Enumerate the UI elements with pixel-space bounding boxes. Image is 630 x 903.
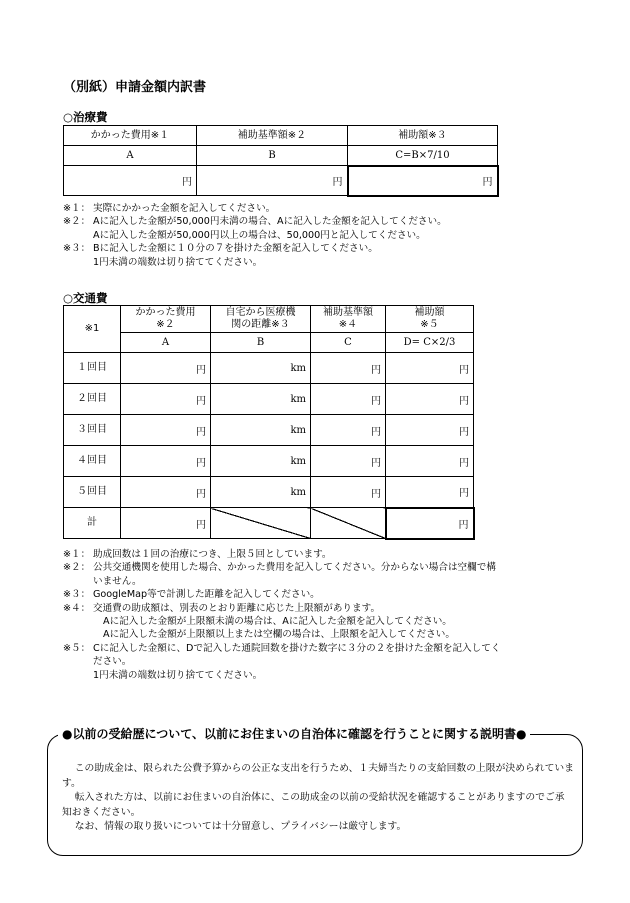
- transport-standard-field[interactable]: 円: [311, 477, 386, 508]
- transport-cost-field[interactable]: 円: [121, 477, 211, 508]
- transport-distance-field[interactable]: km: [211, 384, 311, 415]
- transport-note-2: ※２： 公共交通機関を使用した場合、かかった費用を記入してください。分からない場合は空欄で構 いません。: [63, 562, 496, 587]
- treatment-section-title: ○治療費: [63, 110, 108, 124]
- transport-note-4: ※４： 交通費の助成額は、別表のとおり距離に応じた上限額があります。 Aに記入した金額が上限額未満の場合は、Aに記入した金額を記入してください。 Aに記入した金額が上限額以上または空欄の場合は、上限額を記入してください。: [63, 602, 455, 641]
- transport-code-a: A: [121, 333, 211, 353]
- treatment-cost-field[interactable]: [64, 166, 197, 196]
- treatment-header-cost: かかった費用※１: [64, 126, 197, 146]
- transport-total-cost-field[interactable]: 円: [121, 508, 211, 539]
- treatment-note-3: ※３： Bに記入した金額に１０分の７を掛けた金額を記入してください。 1円未満の端数は切り捨ててください。: [63, 243, 378, 268]
- transport-subsidy-field[interactable]: 円: [386, 353, 474, 384]
- transport-header-subsidy: 補助額 ※５: [386, 306, 474, 333]
- explanation-title: ●以前の受給歴について、以前にお住まいの自治体に確認を行うことに関する説明書●: [58, 725, 530, 742]
- explanation-paragraph: 転入された方は、以前にお住まいの自治体に、この助成金の以前の受給状況を確認することがありますのでご承知おきください。: [62, 792, 565, 818]
- transport-subsidy-field[interactable]: 円: [386, 384, 474, 415]
- transport-header-standard: 補助基準額 ※４: [311, 306, 386, 333]
- treatment-table: [63, 125, 499, 197]
- treatment-header-subsidy: 補助額※３: [348, 126, 498, 146]
- transport-standard-field[interactable]: 円: [311, 353, 386, 384]
- transport-row-label: ３回目: [64, 415, 121, 446]
- transport-row-label: １回目: [64, 353, 121, 384]
- transport-header-distance: 自宅から医療機 関の距離※３: [211, 306, 311, 333]
- transport-notes: [63, 548, 500, 682]
- transport-row-label: ５回目: [64, 477, 121, 508]
- transport-standard-field[interactable]: 円: [311, 384, 386, 415]
- transport-cost-field[interactable]: 円: [121, 415, 211, 446]
- transport-total-label: 計: [64, 508, 121, 539]
- explanation-paragraph: なお、情報の取り扱いについては十分留意し、プライバシーは厳守します。: [74, 821, 407, 833]
- transport-row-label: ２回目: [64, 384, 121, 415]
- transport-header-cost: かかった費用 ※２: [121, 306, 211, 333]
- explanation-paragraph: この助成金は、限られた公費予算からの公正な支出を行うため、１夫婦当たりの支給回数の上限が決められています。: [62, 763, 574, 789]
- treatment-note-1: ※１： 実際にかかった金額を記入してください。: [63, 203, 276, 214]
- transport-standard-field[interactable]: 円: [311, 415, 386, 446]
- transport-total-subsidy-field[interactable]: 円: [386, 508, 474, 539]
- treatment-notes: [63, 202, 447, 269]
- treatment-note-2: ※２： Aに記入した金額が50,000円未満の場合、Aに記入した金額を記入してください。 Aに記入した金額が50,000円以上の場合は、50,000円と記入してください。: [63, 216, 447, 241]
- transport-subsidy-field[interactable]: 円: [386, 415, 474, 446]
- yen-unit: 円: [332, 177, 343, 188]
- yen-unit: 円: [482, 177, 493, 188]
- treatment-header-standard: 補助基準額※２: [197, 126, 348, 146]
- treatment-code-b: B: [197, 146, 348, 166]
- transport-cost-field[interactable]: 円: [121, 353, 211, 384]
- transport-code-c: C: [311, 333, 386, 353]
- transport-total-distance-crossed: [211, 508, 311, 539]
- transport-subsidy-field[interactable]: 円: [386, 477, 474, 508]
- transport-section-title: ○交通費: [63, 291, 108, 305]
- yen-unit: 円: [182, 177, 192, 188]
- transport-table: [63, 305, 475, 540]
- treatment-standard-field[interactable]: [197, 166, 348, 196]
- transport-distance-field[interactable]: km: [211, 415, 311, 446]
- transport-code-b: B: [211, 333, 311, 353]
- transport-distance-field[interactable]: km: [211, 446, 311, 477]
- treatment-subsidy-field[interactable]: [348, 166, 498, 196]
- transport-total-standard-crossed: [311, 508, 386, 539]
- treatment-code-c: C=B×7/10: [348, 146, 498, 166]
- transport-standard-field[interactable]: 円: [311, 446, 386, 477]
- treatment-code-a: A: [64, 146, 197, 166]
- page-title: （別紙）申請金額内訳書: [63, 80, 207, 95]
- transport-note-3: ※３： GoogleMap等で計測した距離を記入してください。: [63, 589, 320, 601]
- transport-distance-field[interactable]: km: [211, 353, 311, 384]
- transport-cost-field[interactable]: 円: [121, 384, 211, 415]
- explanation-body: [62, 762, 574, 835]
- transport-code-d: D= C×2/3: [386, 333, 474, 353]
- transport-note-1: ※１： 助成回数は１回の治療につき、上限５回としています。: [63, 549, 332, 560]
- transport-subsidy-field[interactable]: 円: [386, 446, 474, 477]
- transport-cost-field[interactable]: 円: [121, 446, 211, 477]
- transport-corner: ※1: [64, 306, 121, 353]
- transport-distance-field[interactable]: km: [211, 477, 311, 508]
- transport-row-label: ４回目: [64, 446, 121, 477]
- transport-note-5: ※５： Cに記入した金額に、Dで記入した通院回数を掛けた数字に３分の２を掛けた金額を記入してく ださい。 1円未満の端数は切り捨ててください。: [63, 642, 501, 681]
